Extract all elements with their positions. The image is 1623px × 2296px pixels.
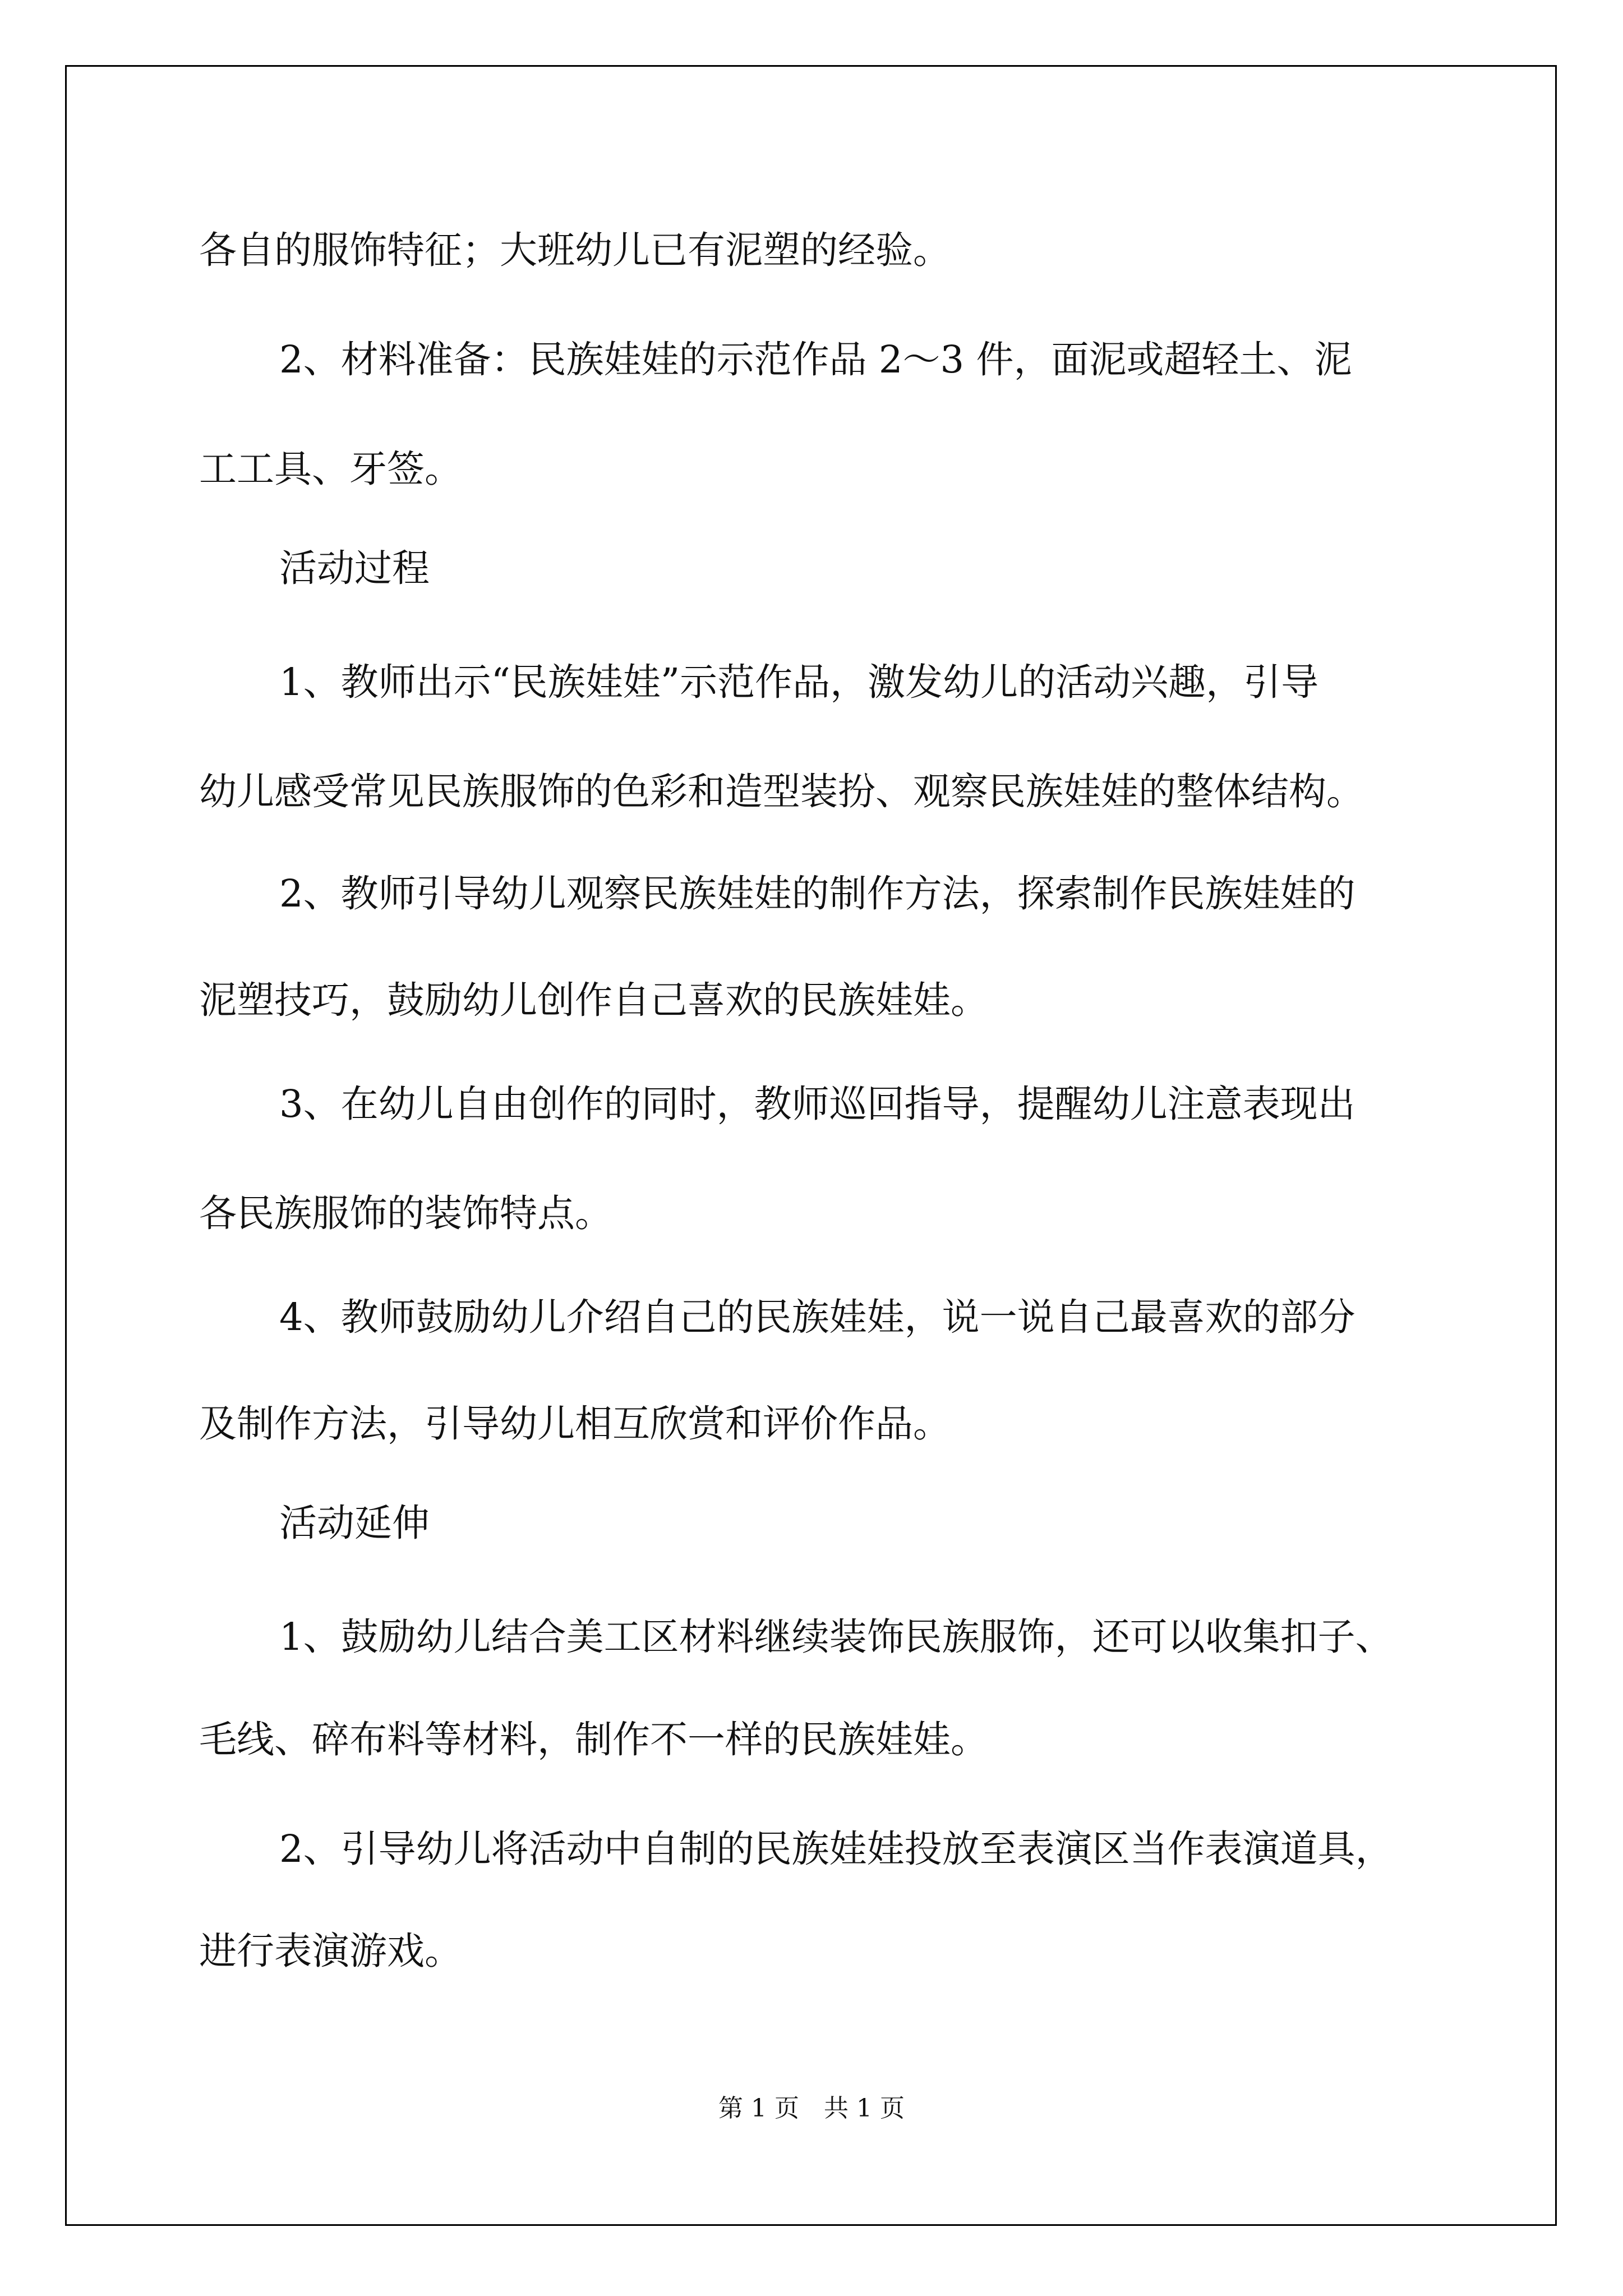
text-line: 及制作方法，引导幼儿相互欣赏和评价作品。 bbox=[199, 1402, 951, 1446]
text-line: 各民族服饰的装饰特点。 bbox=[199, 1191, 612, 1235]
text-line: 泥塑技巧，鼓励幼儿创作自己喜欢的民族娃娃。 bbox=[199, 978, 988, 1022]
section-heading: 活动延伸 bbox=[279, 1501, 430, 1545]
page-number-footer: 第 1 页 共 1 页 bbox=[718, 2094, 905, 2123]
text-line: 1、鼓励幼儿结合美工区材料继续装饰民族服饰，还可以收集扣子、 bbox=[279, 1615, 1393, 1659]
text-line: 2、引导幼儿将活动中自制的民族娃娃投放至表演区当作表演道具， bbox=[279, 1827, 1393, 1871]
text-line: 3、在幼儿自由创作的同时，教师巡回指导，提醒幼儿注意表现出 bbox=[279, 1082, 1355, 1126]
text-line: 幼儿感受常见民族服饰的色彩和造型装扮、观察民族娃娃的整体结构。 bbox=[199, 770, 1364, 813]
text-line: 4、教师鼓励幼儿介绍自己的民族娃娃，说一说自己最喜欢的部分 bbox=[279, 1295, 1355, 1339]
text-line: 2、教师引导幼儿观察民族娃娃的制作方法，探索制作民族娃娃的 bbox=[279, 872, 1355, 915]
text-line: 工工具、牙签。 bbox=[199, 447, 462, 491]
text-line: 2、材料准备：民族娃娃的示范作品 2～3 件，面泥或超轻土、泥 bbox=[279, 338, 1352, 381]
page-border bbox=[65, 65, 1557, 2226]
text-line: 各自的服饰特征；大班幼儿已有泥塑的经验。 bbox=[199, 228, 951, 272]
text-line: 1、教师出示“民族娃娃”示范作品，激发幼儿的活动兴趣，引导 bbox=[279, 660, 1319, 704]
text-line: 进行表演游戏。 bbox=[199, 1929, 462, 1973]
section-heading: 活动过程 bbox=[279, 546, 430, 590]
text-line: 毛线、碎布料等材料，制作不一样的民族娃娃。 bbox=[199, 1718, 988, 1761]
